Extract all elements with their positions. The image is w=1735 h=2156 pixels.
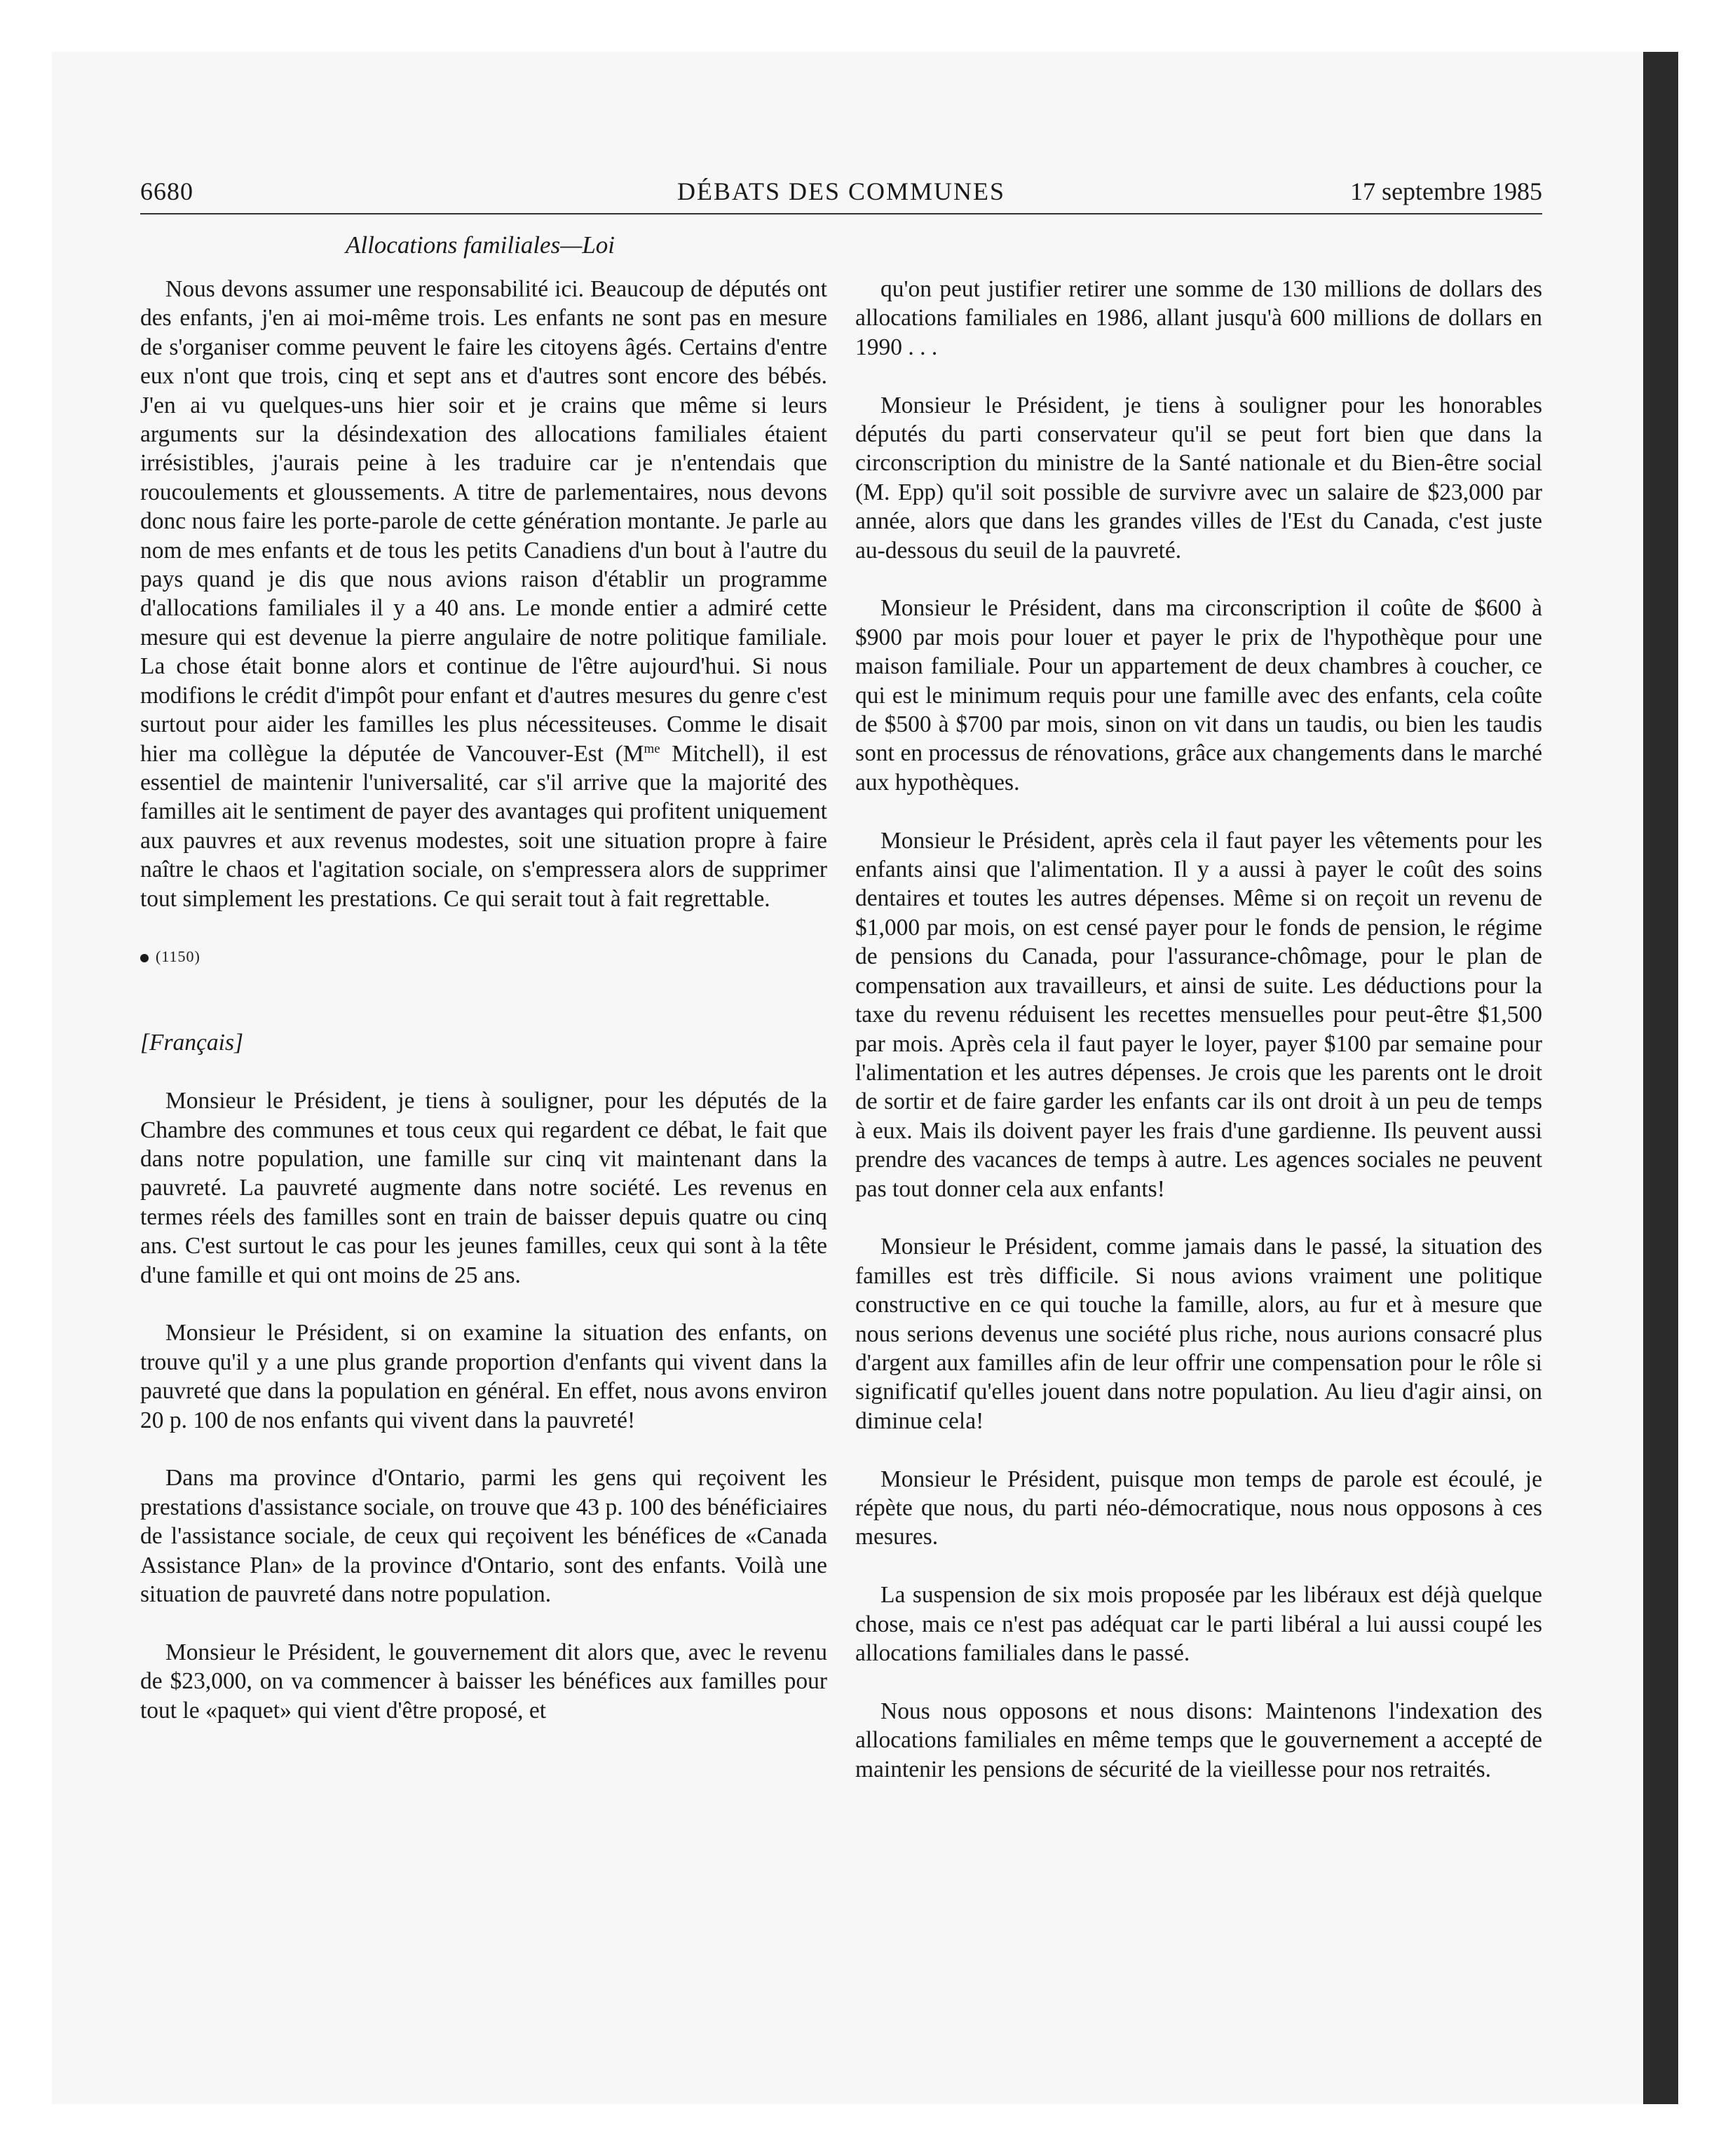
page-header: [140, 177, 1542, 214]
timecode-text: (1150): [156, 947, 200, 965]
running-head: Allocations familiales—Loi: [345, 231, 615, 259]
bullet-icon: [140, 954, 149, 962]
paragraph: Monsieur le Président, dans ma circonscription il coûte de $600 à $900 par mois pour louer et payer le prix de l'hypothèque pour une maison familiale. Pour un appartement de deux chambres à coucher, ce qui est le minimum requis pour une famille avec des enfants, cela coûte de $500 à $700 par mois, sinon on vit dans un taudis, ou bien les taudis sont en processus de rénovations, grâce aux changements dans le marché aux hypothèques.: [855, 595, 1542, 796]
right-column: [855, 275, 1542, 1813]
page-date: 17 septembre 1985: [1350, 177, 1542, 205]
publication-title: DÉBATS DES COMMUNES: [676, 177, 1006, 205]
paragraph: Monsieur le Président, puisque mon temps de parole est écoulé, je répète que nous, du parti néo-démocratique, nous nous opposons à ces mesures.: [855, 1466, 1542, 1550]
paragraph: Monsieur le Président, je tiens à souligner pour les honorables députés du parti conservateur qu'il se peut fort bien que dans la circonscription du ministre de la Santé nationale et du Bien-être social (M. Epp) qu'il soit possible de survivre avec un salaire de $23,000 par année, alors que dans les grandes villes de l'Est du Canada, c'est juste au-dessous du seuil de la pauvreté.: [855, 392, 1542, 564]
paragraph: Monsieur le Président, le gouvernement dit alors que, avec le revenu de $23,000, on va commencer à baisser les bénéfices aux familles pour tout le «paquet» qui vient d'être proposé, et: [140, 1639, 827, 1724]
paragraph: qu'on peut justifier retirer une somme de 130 millions de dollars des allocations familiales en 1986, allant jusqu'à 600 millions de dollars en 1990 . . .: [855, 276, 1542, 360]
page-number: 6680: [140, 177, 193, 205]
binding-edge: [1643, 52, 1678, 2104]
timecode: [140, 942, 827, 971]
left-column: [140, 275, 827, 1754]
language-marker: [Français]: [140, 1030, 244, 1056]
paragraph: Dans ma province d'Ontario, parmi les gens qui reçoivent les prestations d'assistance sociale, on trouve que 43 p. 100 des bénéficiaires de l'assistance sociale, de ceux qui reçoivent les bénéfices de «Canada Assistance Plan» de la province d'Ontario, sont des enfants. Voilà une situation de pauvreté dans notre population.: [140, 1465, 827, 1608]
paragraph-text: Nous devons assumer une responsabilité ici. Beaucoup de députés ont des enfants, j'en ai moi-même trois. Les enfants ne sont pas en mesure de s'organiser comme peuvent le faire les citoyens âgés. Certains d'entre eux n'ont que trois, cinq et sept ans et d'autres sont encore des bébés. J'en ai vu quelques-uns hier soir et je crains que même si leurs arguments sur la désindexation des allocations familiales étaient irrésistibles, j'aurais peine à les traduire car je n'entendais que roucoulements et gloussements. A titre de parlementaires, nous devons donc nous faire les porte-parole de cette génération montante. Je parle au nom de mes enfants et de tous les petits Canadiens d'un bout à l'autre du pays quand je dis que nous avions raison d'établir un programme d'allocations familiales il y a 40 ans. Le monde entier a admiré cette mesure qui est devenue la pierre angulaire de notre politique familiale. La chose était bonne alors et continue de l'être aujourd'hui. Si nous modifions le crédit d'impôt pour enfant et d'autres mesures du genre c'est surtout pour aider les familles les plus nécessiteuses. Comme le disait hier ma collègue la députée de Vancouver-Est (M: [140, 276, 827, 767]
paragraph: Monsieur le Président, après cela il faut payer les vêtements pour les enfants ainsi que l'alimentation. Il y a aussi à payer le coût des soins dentaires et toutes les autres dépenses. Même si on reçoit un revenu de $1,000 par mois, on est censé payer pour le fonds de pension, le régime de pensions du Canada, pour l'assurance-chômage, pour le plan de compensation aux travailleurs, et ainsi de suite. Les déductions pour la taxe du revenu réduisent les recettes mensuelles pour peut-être $1,500 par mois. Après cela il faut payer le loyer, payer $100 par semaine pour l'alimentation et les autres dépenses. Je crois que les parents ont le droit de sortir et de faire garder les enfants car ils ont droit à un peu de temps à eux. Mais ils doivent payer les frais d'une gardienne. Ils peuvent aussi prendre des vacances de temps à autre. Les agences sociales ne peuvent pas tout donner cela aux enfants!: [855, 827, 1542, 1202]
paragraph: [140, 275, 827, 913]
superscript: me: [644, 741, 660, 756]
paragraph: Monsieur le Président, comme jamais dans le passé, la situation des familles est très difficile. Si nous avions vraiment une politique constructive en ce qui touche la famille, alors, au fur et à mesure que nous serions devenus une société plus riche, nous aurions consacré plus d'argent aux familles afin de leur offrir une compensation pour le rôle si significatif qu'elles jouent dans notre population. Au lieu d'agir ainsi, on diminue cela!: [855, 1234, 1542, 1434]
paragraph: Monsieur le Président, je tiens à souligner, pour les députés de la Chambre des communes et tous ceux qui regardent ce débat, le fait que dans notre population, une famille sur cinq vit maintenant dans la pauvreté. La pauvreté augmente dans notre société. Les revenus en termes réels des familles sont en train de baisser depuis quatre ou cinq ans. C'est surtout le cas pour les jeunes familles, ceux qui sont à la tête d'une famille et qui ont moins de 25 ans.: [140, 1088, 827, 1288]
paragraph: Monsieur le Président, si on examine la situation des enfants, on trouve qu'il y a une plus grande proportion d'enfants qui vivent dans la pauvreté que dans la population en général. En effet, nous avons environ 20 p. 100 de nos enfants qui vivent dans la pauvreté!: [140, 1320, 827, 1433]
paragraph: Nous nous opposons et nous disons: Maintenons l'indexation des allocations familiales en même temps que le gouvernement a accepté de maintenir les pensions de sécurité de la vieillesse pour nos retraités.: [855, 1698, 1542, 1782]
paragraph: La suspension de six mois proposée par les libéraux est déjà quelque chose, mais ce n'est pas adéquat car le parti libéral a lui aussi coupé les allocations familiales dans le passé.: [855, 1582, 1542, 1666]
paragraph-text: Mitchell), il est essentiel de maintenir l'universalité, car s'il arrive que la majorité des familles ait le sentiment de payer des avantages qui profitent uniquement aux pauvres et aux revenus modestes, soit une situation propre à faire naître le chaos et l'agitation sociale, on s'empressera alors de supprimer tout simplement les prestations. Ce qui serait tout à fait regrettable.: [140, 740, 827, 912]
